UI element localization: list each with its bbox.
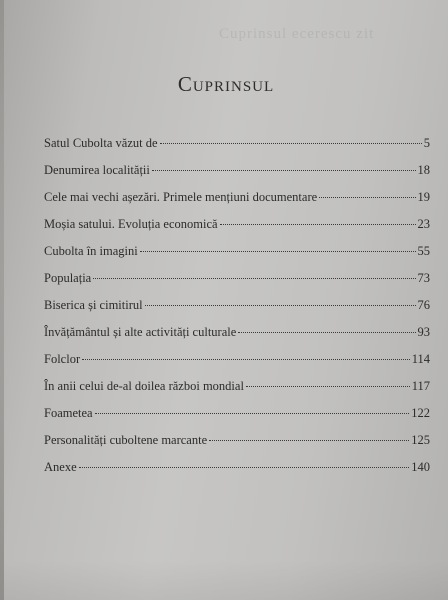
toc-entry-title: Foametea [44, 406, 93, 420]
table-of-contents [44, 136, 430, 487]
toc-dot-leader [238, 332, 415, 333]
toc-dot-leader [140, 251, 416, 252]
toc-entry-title: Moșia satului. Evoluția economică [44, 217, 218, 231]
toc-entry-title: Denumirea localității [44, 163, 150, 177]
toc-entry [44, 136, 430, 163]
toc-entry-page: 18 [417, 163, 430, 177]
toc-entry-title: Satul Cubolta văzut de [44, 136, 158, 150]
toc-entry [44, 244, 430, 271]
toc-entry-page: 93 [417, 325, 430, 339]
toc-entry-title: În anii celui de-al doilea război mondial [44, 379, 244, 393]
toc-entry [44, 298, 430, 325]
bleed-through-text: Cuprinsul ecerescu zit [219, 26, 375, 42]
toc-dot-leader [145, 305, 416, 306]
toc-entry-page: 73 [417, 271, 430, 285]
toc-entry-title: Cele mai vechi așezări. Primele mențiuni documentare [44, 190, 318, 204]
toc-entry-page: 5 [423, 136, 430, 150]
page-shadow [4, 560, 448, 600]
toc-entry-page: 125 [411, 433, 430, 447]
toc-entry-title: Cubolta în imagini [44, 244, 138, 258]
toc-dot-leader [209, 440, 409, 441]
toc-entry [44, 379, 430, 406]
toc-entry [44, 352, 430, 379]
toc-dot-leader [246, 386, 410, 387]
toc-entry-title: Biserica și cimitirul [44, 298, 143, 312]
toc-dot-leader [82, 359, 410, 360]
page-title: Cuprinsul [177, 72, 275, 96]
toc-dot-leader [79, 467, 410, 468]
toc-dot-leader [319, 197, 415, 198]
toc-entry-page: 19 [417, 190, 430, 204]
toc-entry-title: Anexe [44, 460, 77, 474]
toc-entry [44, 190, 430, 217]
toc-entry-title: Învățământul și alte activități culturale [44, 325, 237, 339]
toc-entry-title: Populația [44, 271, 92, 285]
toc-entry-title: Personalități cuboltene marcante [44, 433, 208, 447]
toc-entry [44, 325, 430, 352]
toc-entry-page: 117 [411, 379, 430, 393]
toc-dot-leader [152, 170, 416, 171]
toc-dot-leader [93, 278, 415, 279]
toc-entry [44, 217, 430, 244]
toc-entry [44, 406, 430, 433]
toc-entry [44, 433, 430, 460]
toc-entry-page: 76 [417, 298, 430, 312]
toc-dot-leader [160, 143, 422, 144]
toc-entry-page: 140 [411, 460, 430, 474]
toc-dot-leader [220, 224, 416, 225]
toc-entry [44, 271, 430, 298]
toc-entry [44, 460, 430, 487]
toc-entry [44, 163, 430, 190]
book-page [4, 0, 448, 600]
toc-entry-page: 114 [411, 352, 430, 366]
toc-entry-page: 55 [417, 244, 430, 258]
toc-dot-leader [95, 413, 410, 414]
toc-entry-title: Folclor [44, 352, 81, 366]
toc-entry-page: 23 [417, 217, 430, 231]
toc-entry-page: 122 [411, 406, 430, 420]
